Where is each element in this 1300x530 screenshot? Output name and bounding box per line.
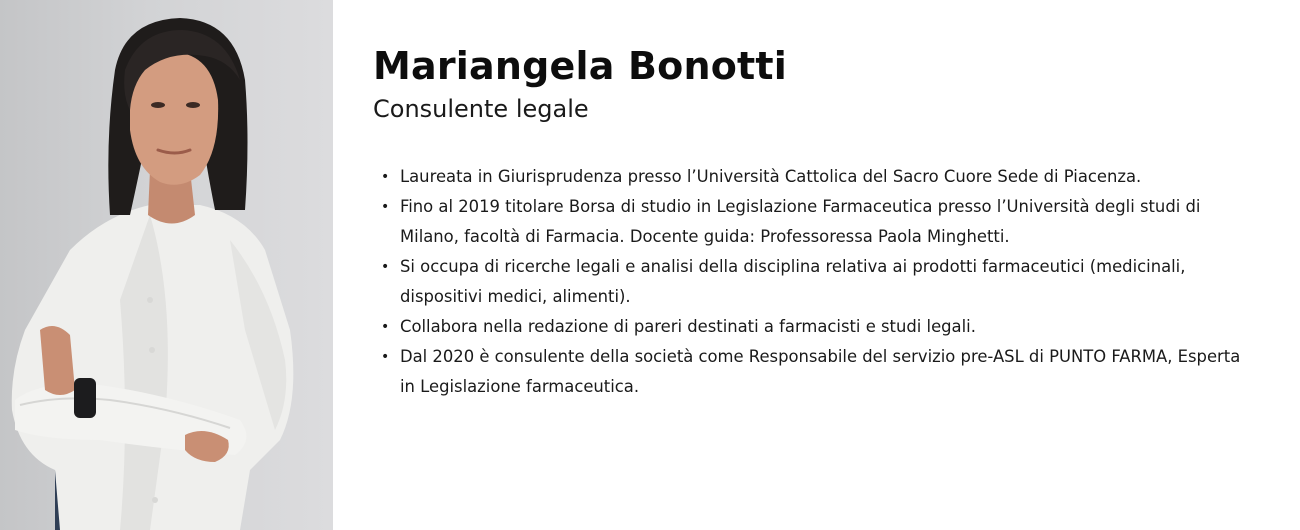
bio-list [373, 162, 1253, 402]
profile-content [333, 0, 1300, 530]
bullet-icon: • [381, 169, 390, 185]
bullet-icon: • [381, 319, 390, 335]
bio-item [373, 162, 1253, 192]
bio-item [373, 312, 1253, 342]
profile-name: Mariangela Bonotti [373, 44, 787, 88]
profile-photo [0, 0, 333, 530]
bullet-icon: • [381, 199, 390, 215]
bio-item [373, 252, 1253, 312]
bio-item-text: Dal 2020 è consulente della società come Responsabile del servizio pre-ASL di PUNTO FARMA, Esperta in Legislazione farmaceutica. [400, 347, 1241, 396]
bullet-icon: • [381, 259, 390, 275]
bullet-icon: • [381, 349, 390, 365]
bio-item-text: Si occupa di ricerche legali e analisi della disciplina relativa ai prodotti farmaceutici (medicinali, dispositivi medici, alimenti). [400, 257, 1186, 306]
profile-role: Consulente legale [373, 95, 589, 123]
bio-item-text: Laureata in Giurisprudenza presso l’Università Cattolica del Sacro Cuore Sede di Piacenza. [400, 167, 1142, 186]
bio-item [373, 192, 1253, 252]
bio-item-text: Collabora nella redazione di pareri destinati a farmacisti e studi legali. [400, 317, 976, 336]
bio-item [373, 342, 1253, 402]
bio-item-text: Fino al 2019 titolare Borsa di studio in Legislazione Farmaceutica presso l’Università degli studi di Milano, facoltà di Farmacia. Docente guida: Professoressa Paola Minghetti. [400, 197, 1201, 246]
person-portrait-icon [0, 0, 333, 530]
